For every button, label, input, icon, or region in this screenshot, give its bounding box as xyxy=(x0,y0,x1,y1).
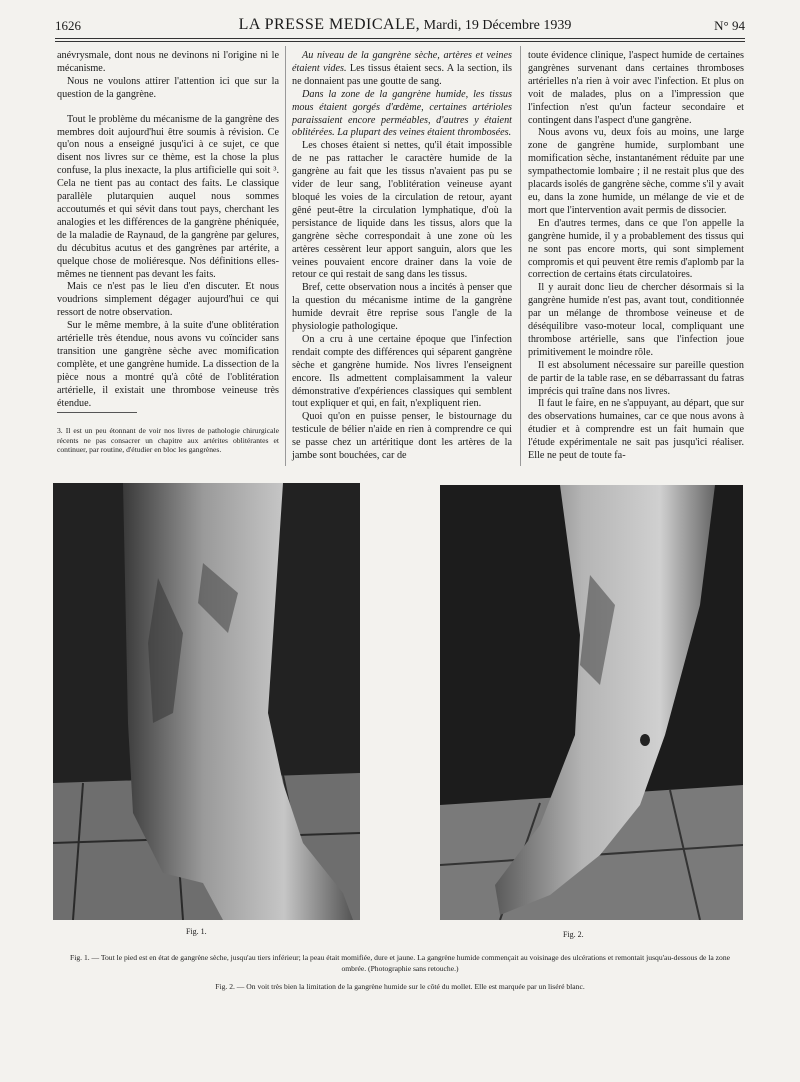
paragraph: anévrysmale, dont nous ne devinons ni l'origine ni le mécanisme. xyxy=(57,50,279,74)
paragraph: Il y aurait donc lieu de chercher désormais si la gangrène humide n'est pas, avant tout, conditionnée par un mélange de thrombose veineuse et de déséquilibre vaso-moteur local, compliquant une thrombose artérielle, sans que l'infection joue primitivement le moindre rôle. xyxy=(528,282,744,358)
paragraph: Nous ne voulons attirer l'attention ici que sur la question de la gangrène. xyxy=(57,75,279,100)
page-number: 1626 xyxy=(55,18,81,33)
paragraph: En d'autres termes, dans ce que l'on appelle la gangrène humide, il y a probablement des tissus qui ne sont pas encore morts, qui sont simplement compromis et qui peuvent être remis d'aplomb par la correction de certains états circulatoires. xyxy=(528,217,744,281)
paragraph: Tout le problème du mécanisme de la gangrène des membres doit aujourd'hui être soumis à révision. Ce qu'on nous a enseigné jusqu'ici à ce sujet, ce que disent nos livres sur ce thème, est la chose la plus confuse, la plus inexacte, la plus artificielle qui soit ³. Cela ne tient pas au contact des faits. Le classique parallèle plutarquien auquel nous sommes accoutumés et qui sévit dans tout pays, cherchant les analogies et les différences de la gangrène phéniquée, de la maladie de Raynaud, de la gangrène par gelures, du décubitus acutus et des gangrènes par artérite, a quelque chose de moliéresque. Nos définitions elles-mêmes ne tiennent pas devant les faits. xyxy=(57,113,279,280)
paragraph: Les choses étaient si nettes, qu'il était impossible de ne pas rattacher le caractère humide de la gangrène au fait que les tissus n'avaient pas pu se vider de leur sang, l'oblitération veineuse ayant bloqué les voies de la circulation de retour, ayant gêné peut-être la circulation lymphatique, d'où la persistance de liquide dans les tissus, alors que la gangrène sèche correspondait à une zone où les artères cessèrent leur apport sanguin, alors que les veines pouvaient encore drainer dans la voie de retour ce qui restait de sang dans les tissus. xyxy=(292,140,512,281)
paragraph xyxy=(292,50,512,89)
paragraph: toute évidence clinique, l'aspect humide de certaines gangrènes survenant dans certaines thromboses artérielles n'a rien à voir avec l'infection. Et plus on voit de malades, plus on a l'impression que l'infection n'est qu'un facteur secondaire et contingent dans l'aspect d'une gangrène. xyxy=(528,50,744,126)
paragraph: Quoi qu'on en puisse penser, le bistournage du testicule de bélier n'aide en rien à comprendre ce qui se passe chez un artéritique dont les artères de la jambe sont bouchées, car de xyxy=(292,411,512,462)
figure-1-label: Fig. 1. xyxy=(186,927,207,936)
figure-1-caption: Fig. 1. — Tout le pied est en état de gangrène sèche, jusqu'au tiers inférieur; la peau était momifiée, dure et jaune. La gangrène humide commençait au voisinage des ulcérations et remontait jusqu'au-dessous de la zone ombrée. (Photographie sans retouche.) xyxy=(70,953,730,973)
header-rule-double xyxy=(55,41,745,42)
figure-2-photo xyxy=(440,485,743,920)
paragraph: Sur le même membre, à la suite d'une oblitération artérielle très étendue, nous avons vu coïncider sans transition une gangrène sèche avec momification complète, et une gangrène humide. La dissection de la pièce nous a montré qu'à côté de l'oblitération artérielle, il existait une thrombose veineuse très étendue. xyxy=(57,320,279,409)
text-column-2 xyxy=(292,50,512,463)
figure-2-label: Fig. 2. xyxy=(563,930,584,939)
figure-1-photo xyxy=(53,483,360,920)
masthead xyxy=(195,16,615,34)
column-divider xyxy=(285,46,286,466)
paragraph: Mais ce n'est pas le lieu d'en discuter. Et nous voudrions simplement dégager aujourd'hui ce qui ressort de notre observation. xyxy=(57,281,279,319)
italic-text: Au niveau de la gangrène sèche, artères et veines étaient vides. xyxy=(292,50,512,74)
text-column-1 xyxy=(57,50,279,410)
figure-2-caption: Fig. 2. — On voit très bien la limitation de la gangrène humide sur le côté du mollet. Elle est marquée par un liséré blanc. xyxy=(215,982,585,991)
issue-date: Mardi, 19 Décembre 1939 xyxy=(423,18,572,33)
page-header xyxy=(55,14,745,34)
italic-paragraph: Dans la zone de la gangrène humide, les tissus mous étaient gorgés d'œdème, certaines artérioles paraissaient encore perméables, d'autres y étaient oblitérées. La plupart des veines étaient thrombosées. xyxy=(292,88,512,139)
paragraph: Il faut le faire, en ne s'appuyant, au départ, que sur des observations humaines, car ce que nous avons à étudier et à comprendre est un fait humain que l'étude expérimentale ne sait pas jusqu'ici réaliser. Elle ne peut de toute fa- xyxy=(528,398,744,462)
paragraph-continuation: Les tissus étaient secs. A la section, ils ne donnaient pas une goutte de sang. xyxy=(292,62,513,87)
footnote: 3. Il est un peu étonnant de voir nos livres de pathologie chirurgicale récents ne pas consacrer un chapitre aux artérites oblitérantes et continuer, par routine, d'étudier en bloc les gangrènes. xyxy=(57,426,279,454)
paragraph: Il est absolument nécessaire sur pareille question de partir de la table rase, en se débarrassant du fatras imprécis qui traîne dans nos livres. xyxy=(528,359,744,397)
header-rule xyxy=(55,38,745,39)
paragraph: Nous avons vu, deux fois au moins, une large zone de gangrène humide, surplombant une momification sèche, instantanément réduite par une sympathectomie lombaire ; il ne restait plus que des placards isolés de gangrène sèche, comme s'il y avait eu, dans la zone humide, un mélange de vie et de mort que l'intervention avait permis de dissocier. xyxy=(528,127,744,216)
issue-number: N° 94 xyxy=(714,18,745,33)
column-divider xyxy=(520,46,521,466)
footnote-rule xyxy=(57,412,137,413)
journal-title: LA PRESSE MEDICALE, xyxy=(238,16,421,33)
paragraph: Bref, cette observation nous a incités à penser que la question du mécanisme intime de la gangrène humide devrait être reprise sous l'angle de la physiologie pathologique. xyxy=(292,282,512,333)
paragraph: On a cru à une certaine époque que l'infection rendait compte des différences qui séparent gangrène sèche et gangrène humide. Nos livres l'enseignent encore. Ils admettent complaisamment la valeur démonstrative d'expériences classiques qui semblent tout expliquer et qui, en fait, n'expliquent rien. xyxy=(292,333,512,410)
text-column-3 xyxy=(528,50,744,463)
